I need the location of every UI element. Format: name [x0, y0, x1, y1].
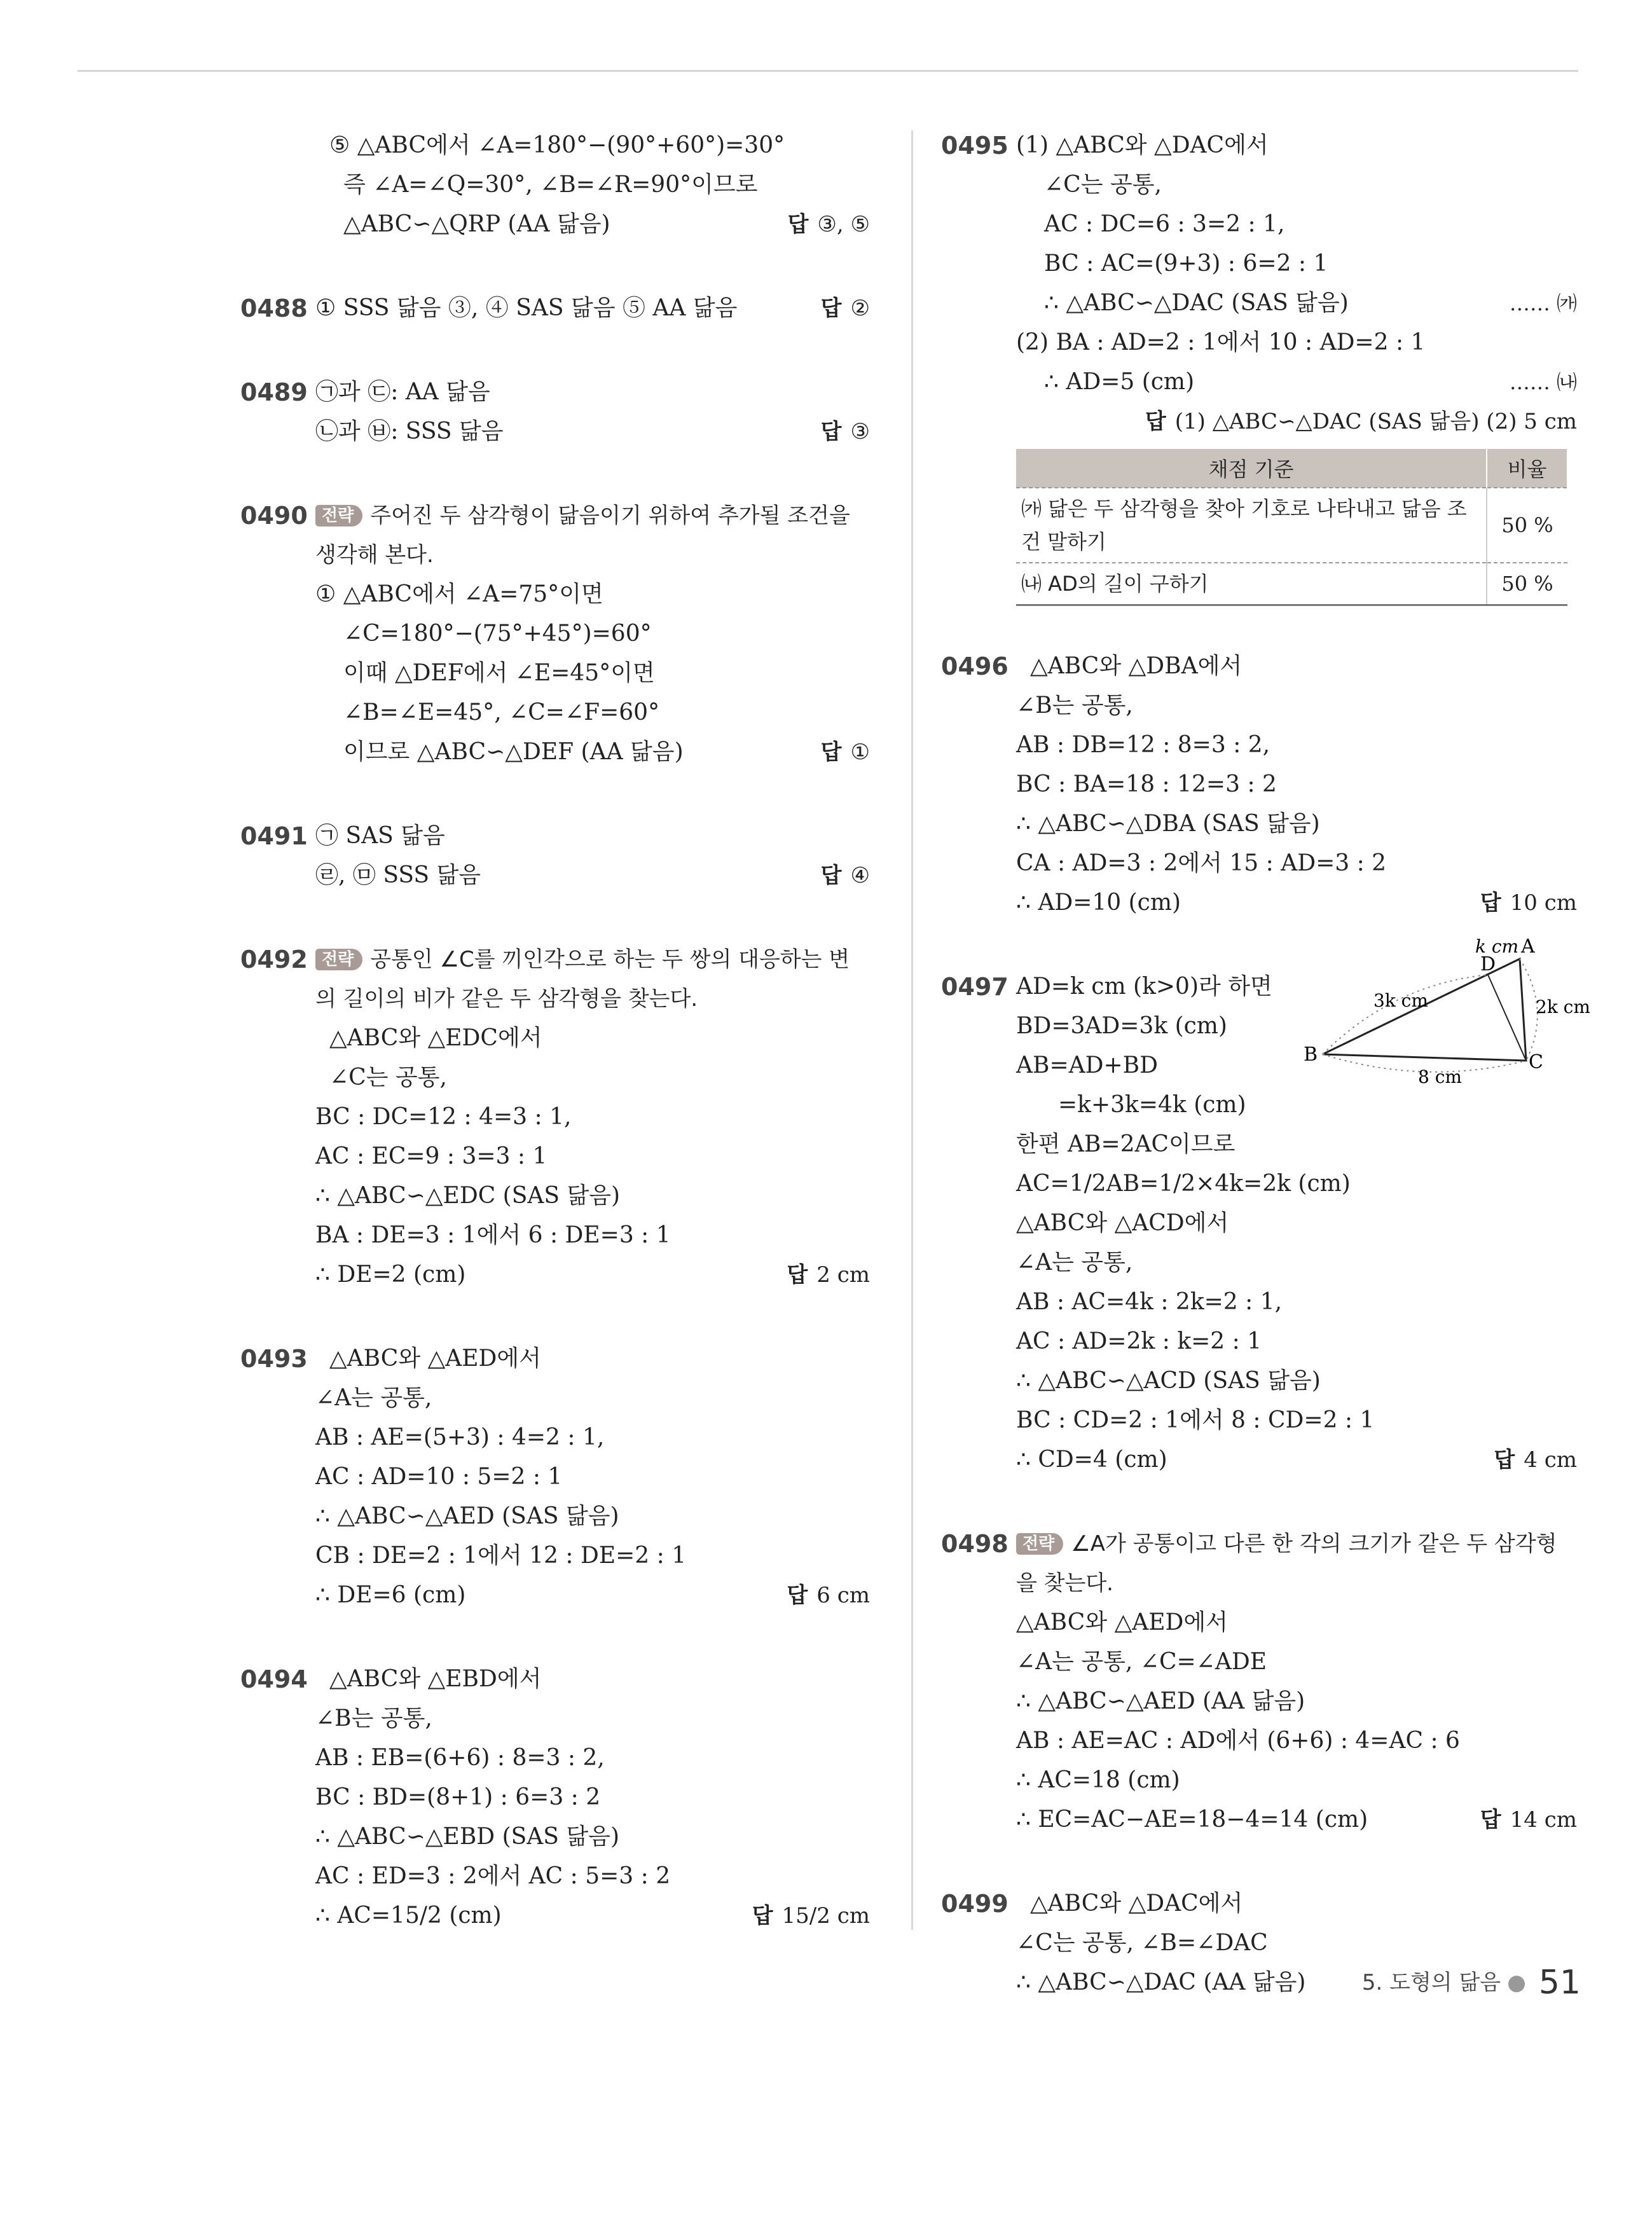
solution-line: AC : EC=9 : 3=3 : 1: [315, 1143, 547, 1169]
solution-line: AB : AE=(5+3) : 4=2 : 1,: [315, 1424, 605, 1450]
solution-line: ∴ △ABC∽△EDC (SAS 닮음): [315, 1183, 621, 1209]
label-2k-cm: 2k cm: [1536, 996, 1590, 1017]
solution-line: △ABC와 △DBA에서: [1030, 653, 1242, 679]
solution-line: ∴ DE=6 (cm) 답 6 cm: [315, 1576, 870, 1615]
grading-header: 비율: [1487, 449, 1567, 488]
answer: 답 ④: [820, 863, 870, 888]
solution-line: AB : AC=4k : 2k=2 : 1,: [1016, 1289, 1283, 1315]
solution-line: ∴ △ABC∽△AED (AA 닮음): [1016, 1688, 1305, 1714]
solution-line: AB : AE=AC : AD에서 (6+6) : 4=AC : 6: [1016, 1728, 1460, 1754]
solution-line: ∴ AD=10 (cm) 답 10 cm: [1016, 883, 1577, 923]
answer: 답 ②: [820, 296, 870, 321]
problem-number: 0495: [941, 132, 1008, 160]
column-divider: [911, 130, 913, 1930]
solution-line: AD=k cm (k>0)라 하면: [1016, 974, 1272, 1000]
label-d: D: [1480, 953, 1496, 975]
step-mark: …… ㈎: [1509, 291, 1577, 315]
solution-line: ㉠과 ㉢: AA 닮음: [315, 379, 490, 405]
solution-line: ㉠ SAS 닮음: [315, 823, 445, 849]
solution-line: ∴ AC=18 (cm): [1016, 1767, 1180, 1793]
problem-0496: [941, 647, 1577, 923]
solution-line: ∠A는 공통, ∠C=∠ADE: [1016, 1649, 1267, 1675]
solution-line: 이므로 △ABC∽△DEF (AA 닮음) 답 ①: [315, 733, 870, 772]
grading-ratio: 50 %: [1487, 488, 1567, 563]
solution-line: [1016, 402, 1577, 441]
problem-0491: [240, 816, 870, 895]
answer: 답 14 cm: [1480, 1807, 1577, 1833]
answer: 답 10 cm: [1480, 890, 1577, 916]
solution-line: AC : DC=6 : 3=2 : 1,: [1044, 211, 1285, 237]
solution-line: ∠B는 공통,: [315, 1705, 432, 1731]
solution-line: △ABC와 △ACD에서: [1016, 1210, 1229, 1236]
label-8-cm: 8 cm: [1418, 1066, 1462, 1087]
solution-line: BD=3AD=3k (cm): [1016, 1013, 1227, 1039]
chapter-title: 5. 도형의 닮음: [1361, 1970, 1501, 1995]
problem-number: 0497: [941, 973, 1008, 1001]
problem-number: 0493: [240, 1345, 308, 1373]
solution-line: ∴ DE=2 (cm) 답 2 cm: [315, 1255, 870, 1295]
solution-line: BC : CD=2 : 1에서 8 : CD=2 : 1: [1016, 1407, 1375, 1433]
solution-line: ∴ △ABC∽△DAC (SAS 닮음) …… ㈎: [1016, 284, 1577, 323]
solution-line: ① SSS 닮음 ③, ④ SAS 닮음 ⑤ AA 닮음 답 ②: [315, 289, 870, 328]
solution-line: ㉡과 ㉥: SSS 닮음 답 ③: [315, 412, 870, 451]
page-footer: [1362, 1964, 1581, 2002]
solution-line: ∴ CD=4 (cm) 답 4 cm: [1016, 1440, 1577, 1480]
solution-line: AC : AD=2k : k=2 : 1: [1016, 1328, 1262, 1354]
solution-line: BC : AC=(9+3) : 6=2 : 1: [1044, 251, 1328, 277]
strategy-text: 전략 ∠A가 공통이고 다른 한 각의 크기가 같은 두 삼각형을 찾는다.: [1016, 1531, 1557, 1596]
solution-line: ∴ EC=AC−AE=18−4=14 (cm) 답 14 cm: [1016, 1800, 1577, 1840]
problem-0494: [240, 1660, 870, 1936]
answer: 답 2 cm: [787, 1262, 870, 1288]
answer: 답 15/2 cm: [752, 1903, 870, 1929]
solution-line: CA : AD=3 : 2에서 15 : AD=3 : 2: [1016, 850, 1387, 876]
label-a: A: [1521, 935, 1535, 958]
solution-line: ∴ △ABC∽△EBD (SAS 닮음): [315, 1824, 619, 1850]
solution-line: AB : EB=(6+6) : 8=3 : 2,: [315, 1745, 605, 1771]
problem-number: 0489: [240, 378, 308, 406]
answer: 답 (1) △ABC∽△DAC (SAS 닮음) (2) 5 cm: [1145, 409, 1577, 434]
label-3k-cm: 3k cm: [1373, 990, 1428, 1011]
solution-line: AB : DB=12 : 8=3 : 2,: [1016, 732, 1270, 758]
grading-criterion: ㈏ AD의 길이 구하기: [1016, 563, 1487, 605]
solution-line: ⑤ △ABC에서 ∠A=180°−(90°+60°)=30°: [329, 132, 785, 158]
problem-number: 0488: [240, 294, 308, 322]
problem-number: 0490: [240, 502, 308, 530]
solution-line: △ABC와 △EBD에서: [329, 1666, 542, 1692]
solution-line: ∠C는 공통, ∠B=∠DAC: [1016, 1930, 1268, 1956]
solution-line: ∠A는 공통,: [315, 1385, 432, 1411]
segment-cd: [1488, 975, 1526, 1061]
solution-line: AC=1/2AB=1/2×4k=2k (cm): [1016, 1171, 1351, 1197]
solution-line: ∠C=180°−(75°+45°)=60°: [343, 621, 652, 647]
solution-line: AC : ED=3 : 2에서 AC : 5=3 : 2: [315, 1863, 671, 1889]
solution-line: 한편 AB=2AC이므로: [1016, 1131, 1236, 1157]
answer: 답 ①: [820, 740, 870, 765]
solution-line: ∠B=∠E=45°, ∠C=∠F=60°: [343, 699, 660, 726]
grading-header: 채점 기준: [1016, 449, 1487, 488]
page-number: 51: [1538, 1964, 1581, 2002]
label-b: B: [1304, 1043, 1318, 1066]
solution-line: BA : DE=3 : 1에서 6 : DE=3 : 1: [315, 1222, 671, 1248]
problem-number: 0492: [240, 946, 308, 974]
solution-line: BC : BA=18 : 12=3 : 2: [1016, 771, 1277, 797]
left-column: [240, 126, 870, 1980]
solution-line: ∠A는 공통,: [1016, 1249, 1133, 1276]
solution-line: AC : AD=10 : 5=2 : 1: [315, 1464, 563, 1490]
problem-0495: [941, 126, 1577, 441]
solution-line: △ABC와 △AED에서: [1016, 1609, 1228, 1635]
solution-line: ① △ABC에서 ∠A=75°이면: [315, 581, 603, 607]
strategy-tag: 전략: [315, 505, 362, 527]
solution-line: CB : DE=2 : 1에서 12 : DE=2 : 1: [315, 1543, 687, 1569]
solution-line: BC : BD=(8+1) : 6=3 : 2: [315, 1784, 601, 1810]
label-k-cm: k cm: [1475, 936, 1519, 957]
strategy-text: 전략 주어진 두 삼각형이 닮음이기 위하여 추가될 조건을 생각해 본다.: [315, 503, 850, 568]
problem-number: 0498: [941, 1530, 1008, 1558]
solution-line: ∴ △ABC∽△AED (SAS 닮음): [315, 1503, 619, 1529]
answer: 답 ③: [820, 419, 870, 444]
solution-line: ∴ △ABC∽△DAC (AA 닮음): [1016, 1969, 1306, 1995]
solution-line: 즉 ∠A=∠Q=30°, ∠B=∠R=90°이므로: [343, 172, 758, 198]
problem-0492: [240, 940, 870, 1295]
grading-table: [1016, 449, 1568, 606]
triangle-diagram: [1297, 927, 1590, 1092]
solution-line: (1) △ABC와 △DAC에서: [1016, 132, 1269, 158]
strategy-text: 전략 공통인 ∠C를 끼인각으로 하는 두 쌍의 대응하는 변의 길이의 비가 같은 두 삼각형을 찾는다.: [315, 947, 850, 1012]
problem-0489: [240, 373, 870, 451]
label-c: C: [1529, 1051, 1543, 1073]
solution-line: ㉣, ㉤ SSS 닮음 답 ④: [315, 856, 870, 895]
step-mark: …… ㈏: [1509, 370, 1577, 394]
answer: 답 4 cm: [1494, 1447, 1577, 1473]
solution-line: ∴ AD=5 (cm) …… ㈏: [1016, 362, 1577, 402]
grading-criterion: ㈎ 닮은 두 삼각형을 찾아 기호로 나타내고 닮음 조건 말하기: [1016, 488, 1487, 563]
solution-line: △ABC∽△QRP (AA 닮음) 답 ③, ⑤: [315, 205, 870, 244]
solution-line: ∠C는 공통,: [1044, 172, 1162, 198]
solution-line: AB=AD+BD: [1016, 1052, 1158, 1078]
solution-line: (2) BA : AD=2 : 1에서 10 : AD=2 : 1: [1016, 329, 1426, 355]
top-rule: [78, 70, 1578, 72]
solution-line: ∠C는 공통,: [329, 1064, 447, 1091]
strategy-tag: 전략: [1016, 1533, 1063, 1555]
problem-number: 0496: [941, 652, 1008, 680]
strategy-tag: 전략: [315, 949, 362, 970]
problem-number: 0491: [240, 822, 308, 850]
solution-line: ∴ △ABC∽△ACD (SAS 닮음): [1016, 1368, 1321, 1394]
solution-line: =k+3k=4k (cm): [1058, 1092, 1246, 1118]
problem-continued: [240, 126, 870, 244]
problem-0493: [240, 1339, 870, 1615]
problem-0498: [941, 1524, 1577, 1840]
bullet-icon: ●: [1507, 1970, 1526, 1995]
answer: 답 ③, ⑤: [787, 212, 870, 237]
solution-line: ∠B는 공통,: [1016, 692, 1133, 719]
grading-ratio: 50 %: [1487, 563, 1567, 605]
solution-line: ∴ △ABC∽△DBA (SAS 닮음): [1016, 811, 1320, 837]
solution-line: BC : DC=12 : 4=3 : 1,: [315, 1104, 572, 1130]
solution-line: ∴ AC=15/2 (cm) 답 15/2 cm: [315, 1896, 870, 1936]
problem-number: 0499: [941, 1890, 1008, 1918]
solution-line: △ABC와 △EDC에서: [329, 1025, 542, 1051]
answer: 답 6 cm: [787, 1583, 870, 1608]
problem-0488: [240, 289, 870, 328]
solution-line: 이때 △DEF에서 ∠E=45°이면: [343, 660, 655, 686]
solution-line: △ABC와 △AED에서: [329, 1346, 541, 1372]
problem-0490: [240, 496, 870, 772]
problem-number: 0494: [240, 1665, 308, 1693]
solution-line: △ABC와 △DAC에서: [1030, 1890, 1243, 1917]
